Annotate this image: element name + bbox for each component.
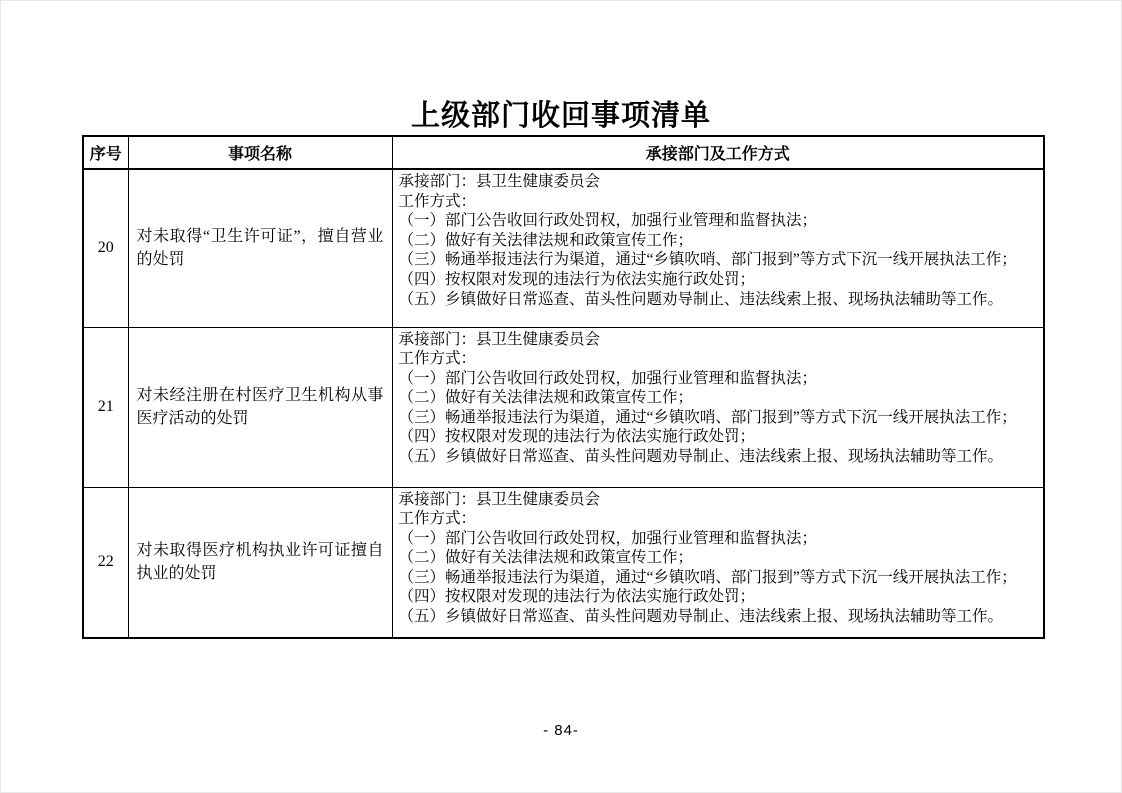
header-item-name: 事项名称 bbox=[128, 136, 392, 169]
method-item: （四）按权限对发现的违法行为依法实施行政处罚； bbox=[398, 588, 756, 606]
method-item: （二）做好有关法律法规和政策宣传工作； bbox=[398, 389, 694, 407]
table-row-22 bbox=[83, 487, 1044, 638]
table-row-20 bbox=[83, 169, 1044, 327]
method-item: （二）做好有关法律法规和政策宣传工作； bbox=[398, 231, 694, 249]
header-dept-and-method: 承接部门及工作方式 bbox=[392, 136, 1044, 169]
method-item: （二）做好有关法律法规和政策宣传工作； bbox=[398, 549, 694, 567]
item-name-cell: 对未取得“卫生许可证”，擅自营业的处罚 bbox=[128, 169, 392, 327]
row-number-cell: 22 bbox=[83, 487, 128, 638]
row-number-cell: 20 bbox=[83, 169, 128, 327]
method-item: （一）部门公告收回行政处罚权，加强行业管理和监督执法； bbox=[398, 529, 818, 547]
row-number-cell: 21 bbox=[83, 327, 128, 487]
method-item: （五）乡镇做好日常巡查、苗头性问题劝导制止、违法线索上报、现场执法辅助等工作。 bbox=[398, 448, 1004, 466]
page-number: - 84- bbox=[543, 722, 579, 739]
dept-line: 承接部门：县卫生健康委员会 bbox=[398, 330, 601, 348]
dept-line: 承接部门：县卫生健康委员会 bbox=[398, 490, 601, 508]
method-item: （三）畅通举报违法行为渠道，通过“乡镇吹哨、部门报到”等方式下沉一线开展执法工作； bbox=[398, 251, 1017, 269]
item-name-cell: 对未取得医疗机构执业许可证擅自执业的处罚 bbox=[128, 487, 392, 638]
method-item: （一）部门公告收回行政处罚权，加强行业管理和监督执法； bbox=[398, 212, 818, 230]
method-item: （三）畅通举报违法行为渠道，通过“乡镇吹哨、部门报到”等方式下沉一线开展执法工作； bbox=[398, 568, 1017, 586]
recovered-items-table bbox=[82, 135, 1045, 639]
method-label: 工作方式： bbox=[398, 510, 477, 528]
method-item: （四）按权限对发现的违法行为依法实施行政处罚； bbox=[398, 428, 756, 446]
method-label: 工作方式： bbox=[398, 350, 477, 368]
method-item: （五）乡镇做好日常巡查、苗头性问题劝导制止、违法线索上报、现场执法辅助等工作。 bbox=[398, 290, 1004, 308]
method-item: （三）畅通举报违法行为渠道，通过“乡镇吹哨、部门报到”等方式下沉一线开展执法工作； bbox=[398, 408, 1017, 426]
method-item: （五）乡镇做好日常巡查、苗头性问题劝导制止、违法线索上报、现场执法辅助等工作。 bbox=[398, 608, 1004, 626]
work-method-cell bbox=[392, 487, 1044, 638]
header-serial-number: 序号 bbox=[83, 136, 128, 169]
page-title: 上级部门收回事项清单 bbox=[410, 100, 711, 132]
work-method-cell bbox=[392, 327, 1044, 487]
method-item: （一）部门公告收回行政处罚权，加强行业管理和监督执法； bbox=[398, 369, 818, 387]
item-name-cell: 对未经注册在村医疗卫生机构从事医疗活动的处罚 bbox=[128, 327, 392, 487]
work-method-cell bbox=[392, 169, 1044, 327]
dept-line: 承接部门：县卫生健康委员会 bbox=[398, 173, 601, 190]
table-row-21 bbox=[83, 327, 1044, 487]
method-label: 工作方式： bbox=[398, 192, 477, 210]
table-header-row bbox=[83, 136, 1044, 169]
method-item: （四）按权限对发现的违法行为依法实施行政处罚； bbox=[398, 270, 756, 288]
